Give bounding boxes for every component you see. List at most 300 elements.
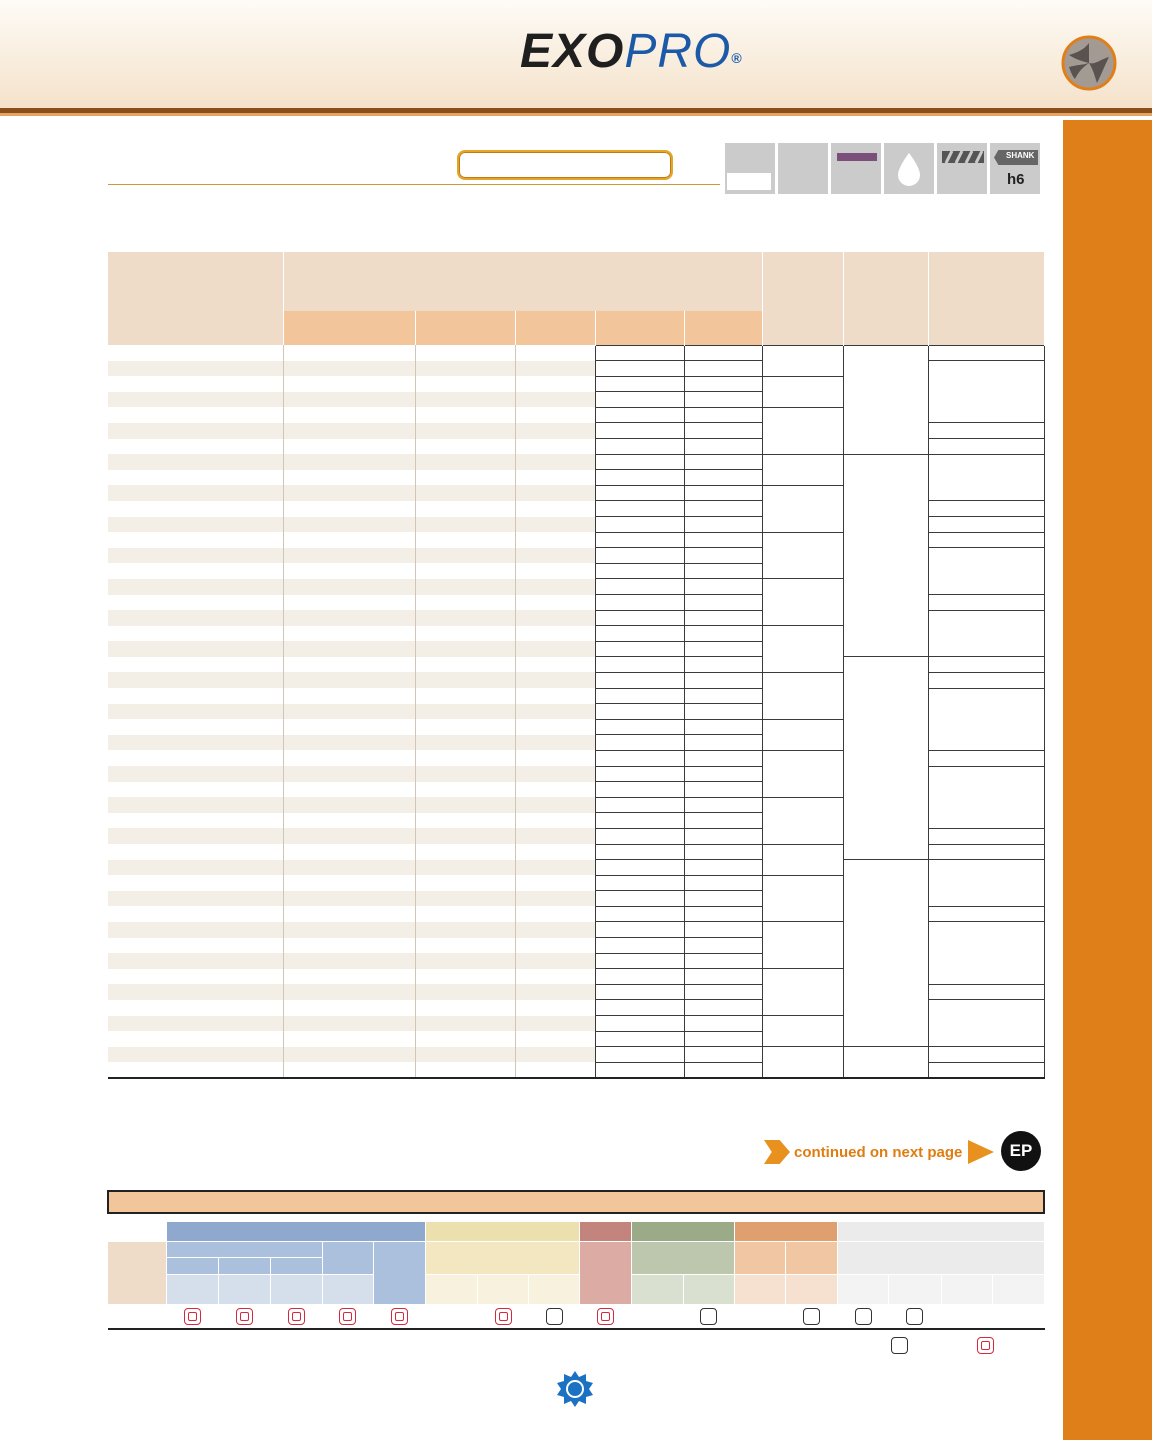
material-subgroup-5: [580, 1242, 631, 1305]
spec-cell-neck: [685, 470, 763, 486]
spec-cell-group6: [763, 844, 844, 875]
material-corner: [108, 1222, 167, 1242]
spec-cell-edp: [108, 672, 284, 688]
spec-cell-dia: [283, 782, 415, 798]
spec-cell-loc: [415, 953, 515, 969]
spec-cell-reach: [596, 891, 685, 907]
spec-cell-loc: [415, 641, 515, 657]
spec-cell-loc: [415, 657, 515, 673]
spec-cell-edp: [108, 470, 284, 486]
material-hardness-3: [270, 1275, 322, 1305]
spec-cell-edp: [108, 376, 284, 392]
spec-cell-edp: [108, 969, 284, 985]
spec-cell-edp: [108, 485, 284, 501]
spec-cell-group7: [844, 345, 929, 454]
spec-cell-loc: [415, 735, 515, 751]
spec-cell-reach: [596, 392, 685, 408]
spec-cell-oal: [515, 984, 596, 1000]
spec-cell-group8: [929, 922, 1045, 984]
spec-cell-dia: [283, 922, 415, 938]
spec-cell-loc: [415, 532, 515, 548]
spec-cell-dia: [283, 532, 415, 548]
spec-cell-neck: [685, 626, 763, 642]
spec-cell-neck: [685, 501, 763, 517]
spec-cell-dia: [283, 1031, 415, 1047]
spec-cell-edp: [108, 407, 284, 423]
material-hardness-6: [478, 1275, 529, 1305]
spec-cell-neck: [685, 1062, 763, 1078]
spec-cell-neck: [685, 517, 763, 533]
material-subgroup-4: [425, 1242, 579, 1275]
brand-logo-accent: PRO: [624, 25, 732, 78]
spec-cell-group8: [929, 345, 1045, 361]
spec-cell-oal: [515, 517, 596, 533]
recommended-symbol-icon: [236, 1308, 253, 1325]
spec-cell-group8: [929, 984, 1045, 1000]
material-hardness-2: [219, 1275, 270, 1305]
spec-cell-neck: [685, 345, 763, 361]
feature-icon-2: [778, 143, 828, 194]
spec-cell-loc: [415, 891, 515, 907]
spec-cell-loc: [415, 750, 515, 766]
material-sub-a: [167, 1258, 219, 1275]
spec-cell-group8: [929, 672, 1045, 688]
material-rating-cell: [529, 1305, 580, 1329]
material-rating-cell: [322, 1305, 373, 1329]
recommended-symbol-icon: [391, 1308, 408, 1325]
spec-cell-oal: [515, 657, 596, 673]
spec-cell-reach: [596, 345, 685, 361]
spec-cell-group6: [763, 1016, 844, 1047]
spec-cell-neck: [685, 813, 763, 829]
spec-cell-loc: [415, 423, 515, 439]
spec-cell-loc: [415, 782, 515, 798]
spec-cell-edp: [108, 844, 284, 860]
spec-cell-loc: [415, 1031, 515, 1047]
spec-cell-group8: [929, 1062, 1045, 1078]
spec-row: [108, 657, 1045, 673]
spec-cell-group8: [929, 501, 1045, 517]
spec-cell-edp: [108, 579, 284, 595]
ok-symbol-icon: [546, 1308, 563, 1325]
spec-cell-group6: [763, 922, 844, 969]
spec-cell-dia: [283, 548, 415, 564]
spec-cell-dia: [283, 439, 415, 455]
spec-cell-neck: [685, 657, 763, 673]
material-hardness-15: [992, 1275, 1044, 1305]
spec-cell-dia: [283, 454, 415, 470]
spec-cell-loc: [415, 688, 515, 704]
spec-cell-oal: [515, 938, 596, 954]
ok-symbol-icon: [700, 1308, 717, 1325]
ok-symbol-icon: [906, 1308, 923, 1325]
spec-cell-edp: [108, 1016, 284, 1032]
material-rating-cell: [580, 1305, 631, 1329]
spec-cell-loc: [415, 875, 515, 891]
spec-cell-group8: [929, 1000, 1045, 1047]
spec-cell-loc: [415, 454, 515, 470]
spec-cell-loc: [415, 626, 515, 642]
spec-cell-oal: [515, 906, 596, 922]
spec-cell-edp: [108, 906, 284, 922]
spec-cell-edp: [108, 610, 284, 626]
spec-cell-edp: [108, 688, 284, 704]
spec-cell-reach: [596, 485, 685, 501]
spec-cell-reach: [596, 875, 685, 891]
arrow-right-icon: [968, 1140, 994, 1164]
spec-cell-oal: [515, 376, 596, 392]
series-badge: EP: [1001, 1131, 1041, 1171]
spec-cell-loc: [415, 439, 515, 455]
material-hardness-5: [425, 1275, 477, 1305]
spec-cell-neck: [685, 595, 763, 611]
spec-cell-loc: [415, 1000, 515, 1016]
feature-icon-helix: [937, 143, 987, 194]
material-hardness-10: [734, 1275, 785, 1305]
spec-cell-oal: [515, 626, 596, 642]
material-rating-cell: [631, 1305, 683, 1329]
spec-cell-edp: [108, 657, 284, 673]
coating-bar-icon: [837, 153, 877, 161]
spec-cell-dia: [283, 828, 415, 844]
spec-cell-dia: [283, 579, 415, 595]
material-hardness-7: [529, 1275, 580, 1305]
spec-cell-group7: [844, 657, 929, 860]
spec-cell-dia: [283, 875, 415, 891]
spec-cell-oal: [515, 439, 596, 455]
spec-cell-oal: [515, 875, 596, 891]
spec-cell-group6: [763, 797, 844, 844]
brand-logo-main: EXO: [520, 25, 625, 78]
material-sub-b: [219, 1258, 270, 1275]
recommended-symbol-icon: [495, 1308, 512, 1325]
spec-cell-loc: [415, 922, 515, 938]
spec-cell-dia: [283, 1016, 415, 1032]
spec-cell-loc: [415, 906, 515, 922]
spec-cell-dia: [283, 735, 415, 751]
recommended-symbol-icon: [597, 1308, 614, 1325]
spec-cell-oal: [515, 595, 596, 611]
spec-cell-group6: [763, 750, 844, 797]
spec-cell-neck: [685, 610, 763, 626]
spec-cell-oal: [515, 610, 596, 626]
spec-cell-reach: [596, 1047, 685, 1063]
spec-cell-group8: [929, 1047, 1045, 1063]
spec-cell-edp: [108, 517, 284, 533]
material-subgroup-7: [734, 1242, 785, 1275]
spec-cell-group6: [763, 345, 844, 376]
spec-cell-edp: [108, 1031, 284, 1047]
material-subgroup-6: [631, 1242, 734, 1275]
spec-cell-oal: [515, 844, 596, 860]
spec-cell-oal: [515, 392, 596, 408]
spec-cell-loc: [415, 984, 515, 1000]
spec-cell-reach: [596, 672, 685, 688]
spec-cell-edp: [108, 423, 284, 439]
spec-cell-group8: [929, 657, 1045, 673]
spec-cell-edp: [108, 626, 284, 642]
material-rating-row: [108, 1305, 1045, 1329]
material-row-label: [108, 1242, 167, 1305]
spec-cell-dia: [283, 891, 415, 907]
spec-cell-reach: [596, 439, 685, 455]
spec-cell-neck: [685, 938, 763, 954]
spec-cell-reach: [596, 688, 685, 704]
spec-row: [108, 860, 1045, 876]
spec-cell-neck: [685, 828, 763, 844]
spec-cell-reach: [596, 984, 685, 1000]
spec-cell-edp: [108, 345, 284, 361]
osg-logo-icon: [556, 1370, 594, 1408]
spec-cell-dia: [283, 704, 415, 720]
spec-cell-group6: [763, 454, 844, 485]
spec-cell-reach: [596, 376, 685, 392]
spec-cell-dia: [283, 501, 415, 517]
spec-subheader-1: [283, 311, 415, 345]
spec-cell-loc: [415, 797, 515, 813]
spec-cell-oal: [515, 953, 596, 969]
spec-cell-group8: [929, 750, 1045, 766]
material-rating-cell: [941, 1305, 992, 1329]
material-group-aluminum: [631, 1222, 734, 1242]
spec-cell-loc: [415, 1062, 515, 1078]
material-rating-cell: [219, 1305, 270, 1329]
spec-cell-oal: [515, 782, 596, 798]
spec-row: [108, 454, 1045, 470]
spec-cell-reach: [596, 407, 685, 423]
spec-cell-loc: [415, 470, 515, 486]
feature-icon-coating: [831, 143, 881, 194]
spec-cell-oal: [515, 407, 596, 423]
spec-cell-dia: [283, 938, 415, 954]
spec-header-col8: [929, 252, 1045, 345]
material-hardness-11: [786, 1275, 838, 1305]
material-subgroup-8: [786, 1242, 838, 1275]
spec-cell-dia: [283, 688, 415, 704]
spec-cell-loc: [415, 361, 515, 377]
spec-cell-group8: [929, 454, 1045, 501]
continued-text: continued on next page: [794, 1143, 963, 1161]
spec-cell-neck: [685, 797, 763, 813]
spec-cell-oal: [515, 1062, 596, 1078]
spec-cell-loc: [415, 704, 515, 720]
spec-cell-neck: [685, 875, 763, 891]
spec-cell-oal: [515, 361, 596, 377]
spec-cell-dia: [283, 485, 415, 501]
spec-cell-edp: [108, 563, 284, 579]
feature-icon-1-inner: [727, 173, 771, 190]
spec-cell-oal: [515, 454, 596, 470]
spec-cell-oal: [515, 860, 596, 876]
spec-cell-oal: [515, 641, 596, 657]
spec-cell-edp: [108, 860, 284, 876]
section-tab-sidebar: [1063, 120, 1152, 1440]
material-rating-cell: [373, 1305, 425, 1329]
spec-subheader-5: [685, 311, 763, 345]
spec-cell-reach: [596, 454, 685, 470]
spec-cell-neck: [685, 922, 763, 938]
spec-cell-oal: [515, 1016, 596, 1032]
spec-cell-group7: [844, 454, 929, 657]
spec-cell-edp: [108, 766, 284, 782]
spec-cell-edp: [108, 595, 284, 611]
spec-cell-neck: [685, 1047, 763, 1063]
material-sub-c: [270, 1258, 322, 1275]
spec-table: [107, 252, 1045, 1079]
spec-cell-neck: [685, 906, 763, 922]
spec-cell-reach: [596, 704, 685, 720]
spec-subheader-2: [415, 311, 515, 345]
spec-cell-oal: [515, 704, 596, 720]
material-group-titanium: [734, 1222, 837, 1242]
spec-cell-group6: [763, 579, 844, 626]
ok-symbol-icon: [803, 1308, 820, 1325]
spec-cell-oal: [515, 750, 596, 766]
helix-flute-icon: [942, 151, 984, 163]
spec-cell-edp: [108, 813, 284, 829]
spec-cell-oal: [515, 579, 596, 595]
material-table: [107, 1221, 1045, 1330]
material-hardness-8: [631, 1275, 683, 1305]
spec-cell-neck: [685, 984, 763, 1000]
spec-cell-neck: [685, 361, 763, 377]
material-group-stainless: [425, 1222, 579, 1242]
spec-cell-neck: [685, 719, 763, 735]
brand-logo-mark: ®: [731, 50, 743, 66]
spec-cell-group8: [929, 517, 1045, 533]
spec-cell-neck: [685, 1000, 763, 1016]
spec-cell-edp: [108, 548, 284, 564]
material-rating-cell: [992, 1305, 1044, 1329]
spec-cell-group6: [763, 407, 844, 454]
spec-cell-group8: [929, 595, 1045, 611]
spec-row: [108, 345, 1045, 361]
spec-cell-reach: [596, 641, 685, 657]
material-subgroup-1: [167, 1242, 322, 1258]
spec-header-edp: [108, 252, 284, 345]
spec-cell-group7: [844, 1047, 929, 1078]
material-rating-cell: [734, 1305, 785, 1329]
spec-cell-oal: [515, 828, 596, 844]
spec-cell-loc: [415, 938, 515, 954]
spec-cell-edp: [108, 891, 284, 907]
spec-cell-neck: [685, 844, 763, 860]
spec-cell-dia: [283, 657, 415, 673]
spec-cell-group8: [929, 860, 1045, 907]
spec-subheader-3: [515, 311, 596, 345]
spec-header-col6: [763, 252, 844, 345]
spec-cell-loc: [415, 1016, 515, 1032]
ok-symbol-icon: [855, 1308, 872, 1325]
spec-cell-dia: [283, 953, 415, 969]
material-subgroup-9: [838, 1242, 1045, 1275]
spec-cell-dia: [283, 844, 415, 860]
spec-cell-dia: [283, 563, 415, 579]
spec-cell-reach: [596, 953, 685, 969]
spec-cell-neck: [685, 953, 763, 969]
spec-cell-group8: [929, 906, 1045, 922]
spec-cell-dia: [283, 361, 415, 377]
spec-cell-reach: [596, 719, 685, 735]
spec-cell-reach: [596, 1062, 685, 1078]
spec-cell-oal: [515, 501, 596, 517]
spec-cell-edp: [108, 1047, 284, 1063]
spec-cell-edp: [108, 704, 284, 720]
spec-cell-edp: [108, 750, 284, 766]
spec-cell-oal: [515, 563, 596, 579]
spec-cell-group7: [844, 860, 929, 1047]
spec-cell-reach: [596, 1016, 685, 1032]
spec-cell-loc: [415, 828, 515, 844]
spec-cell-reach: [596, 938, 685, 954]
spec-cell-reach: [596, 813, 685, 829]
spec-cell-dia: [283, 969, 415, 985]
spec-cell-oal: [515, 485, 596, 501]
spec-cell-neck: [685, 392, 763, 408]
spec-cell-group8: [929, 439, 1045, 455]
spec-header-dimensions: [283, 252, 762, 311]
spec-cell-loc: [415, 766, 515, 782]
spec-cell-reach: [596, 860, 685, 876]
spec-cell-reach: [596, 548, 685, 564]
spec-cell-oal: [515, 423, 596, 439]
spec-cell-oal: [515, 797, 596, 813]
material-hardness-13: [889, 1275, 941, 1305]
spec-cell-edp: [108, 984, 284, 1000]
feature-icon-1: [725, 143, 775, 194]
spec-table-body: [108, 345, 1045, 1078]
spec-cell-group8: [929, 828, 1045, 844]
series-label-box: [457, 150, 673, 180]
spec-cell-reach: [596, 797, 685, 813]
spec-cell-loc: [415, 844, 515, 860]
spec-cell-dia: [283, 719, 415, 735]
spec-cell-dia: [283, 672, 415, 688]
spec-cell-edp: [108, 361, 284, 377]
spec-cell-oal: [515, 969, 596, 985]
spec-cell-neck: [685, 579, 763, 595]
spec-cell-neck: [685, 782, 763, 798]
spec-cell-reach: [596, 782, 685, 798]
recommended-symbol-icon: [288, 1308, 305, 1325]
spec-cell-edp: [108, 828, 284, 844]
spec-cell-group6: [763, 719, 844, 750]
spec-cell-group6: [763, 376, 844, 407]
spec-cell-dia: [283, 813, 415, 829]
spec-cell-group6: [763, 672, 844, 719]
spec-cell-oal: [515, 719, 596, 735]
spec-cell-loc: [415, 860, 515, 876]
spec-cell-reach: [596, 501, 685, 517]
spec-cell-group6: [763, 485, 844, 532]
spec-cell-loc: [415, 407, 515, 423]
spec-cell-dia: [283, 1047, 415, 1063]
spec-cell-group6: [763, 532, 844, 579]
material-hardness-4: [322, 1275, 373, 1305]
spec-cell-dia: [283, 1062, 415, 1078]
spec-cell-loc: [415, 813, 515, 829]
spec-cell-edp: [108, 1062, 284, 1078]
spec-cell-reach: [596, 906, 685, 922]
spec-cell-neck: [685, 407, 763, 423]
spec-cell-neck: [685, 454, 763, 470]
spec-cell-dia: [283, 906, 415, 922]
spec-cell-neck: [685, 688, 763, 704]
spec-cell-oal: [515, 891, 596, 907]
spec-cell-loc: [415, 501, 515, 517]
spec-cell-oal: [515, 766, 596, 782]
spec-cell-loc: [415, 719, 515, 735]
